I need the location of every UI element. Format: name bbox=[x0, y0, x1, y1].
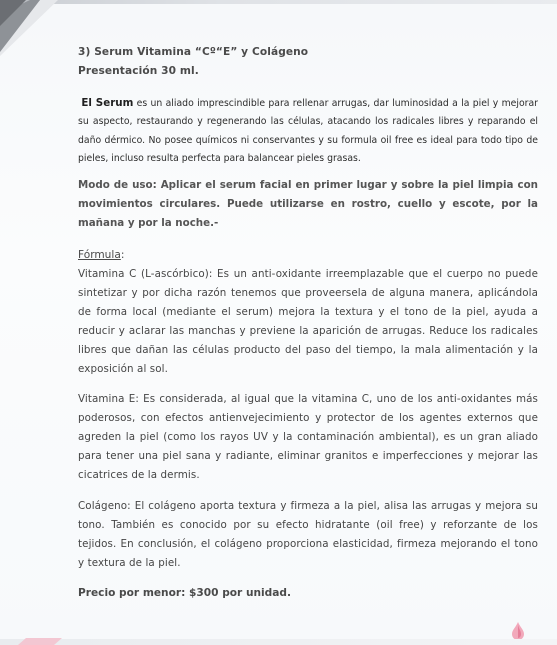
intro-bold-lead: El Serum bbox=[81, 97, 134, 109]
bottom-border bbox=[0, 639, 557, 645]
formula-heading bbox=[78, 246, 538, 265]
water-drop-icon bbox=[511, 621, 525, 641]
product-title: 3) Serum Vitamina “Cº“E” y Colágeno bbox=[78, 46, 309, 58]
vitamin-c-paragraph: Vitamina C (L-ascórbico): Es un anti-oxidante irreemplazable que el cuerpo no puede sintetizar y por dicha razón tenemos que proveersela de alguna manera, aplicándola de forma local (mediante el serum) mejora la textura y el tono de la piel, ayuda a reducir y aclarar las manchas y previene la aparición de arrugas. Reduce los radicales libres que dañan las células producto del paso del tiempo, la mala alimentación y la exposición al sol. bbox=[78, 267, 538, 375]
vitamin-e-paragraph: Vitamina E: Es considerada, al igual que la vitamina C, uno de los anti-oxidantes más poderosos, con efectos antienvejecimiento y protector de los agentes externos que agreden la piel (como los rayos UV y la contaminación ambiental), es un gran aliado para tener una piel sana y radiante, eliminar granitos e imperfecciones y mejorar las cicatrices de la dermis. bbox=[78, 392, 538, 481]
product-presentation: Presentación 30 ml. bbox=[78, 65, 199, 77]
collagen-paragraph: Colágeno: El colágeno aporta textura y firmeza a la piel, alisa las arrugas y mejora su tono. También es conocido por su efecto hidratante (oil free) y reforzante de los tejidos. En conclusión, el colágeno proporciona elasticidad, firmeza mejorando el tono y textura de la piel. bbox=[78, 499, 538, 569]
document-body bbox=[78, 43, 538, 603]
page-corner-fold-icon bbox=[0, 0, 58, 56]
formula-heading-label: Fórmula bbox=[78, 248, 121, 261]
bottom-decoration bbox=[14, 638, 62, 645]
price-line: Precio por menor: $300 por unidad. bbox=[78, 586, 292, 599]
usage-paragraph: Modo de uso: Aplicar el serum facial en primer lugar y sobre la piel limpia con movimientos circulares. Puede utilizarse en rostro, cuello y escote, por la mañana y por la noche.- bbox=[78, 179, 538, 229]
intro-paragraph bbox=[78, 94, 538, 168]
intro-text: es un aliado imprescindible para rellenar arrugas, dar luminosidad a la piel y mejorar su aspecto, restaurando y regenerando las células, atacando los radicales libres y reparando el daño dérmico. No posee químicos ni conservantes y su formula oil free es ideal para todo tipo de pieles, incluso resulta perfecta para balancear pieles grasas. bbox=[78, 98, 538, 164]
top-border bbox=[0, 0, 557, 4]
formula-heading-colon: : bbox=[120, 248, 125, 261]
